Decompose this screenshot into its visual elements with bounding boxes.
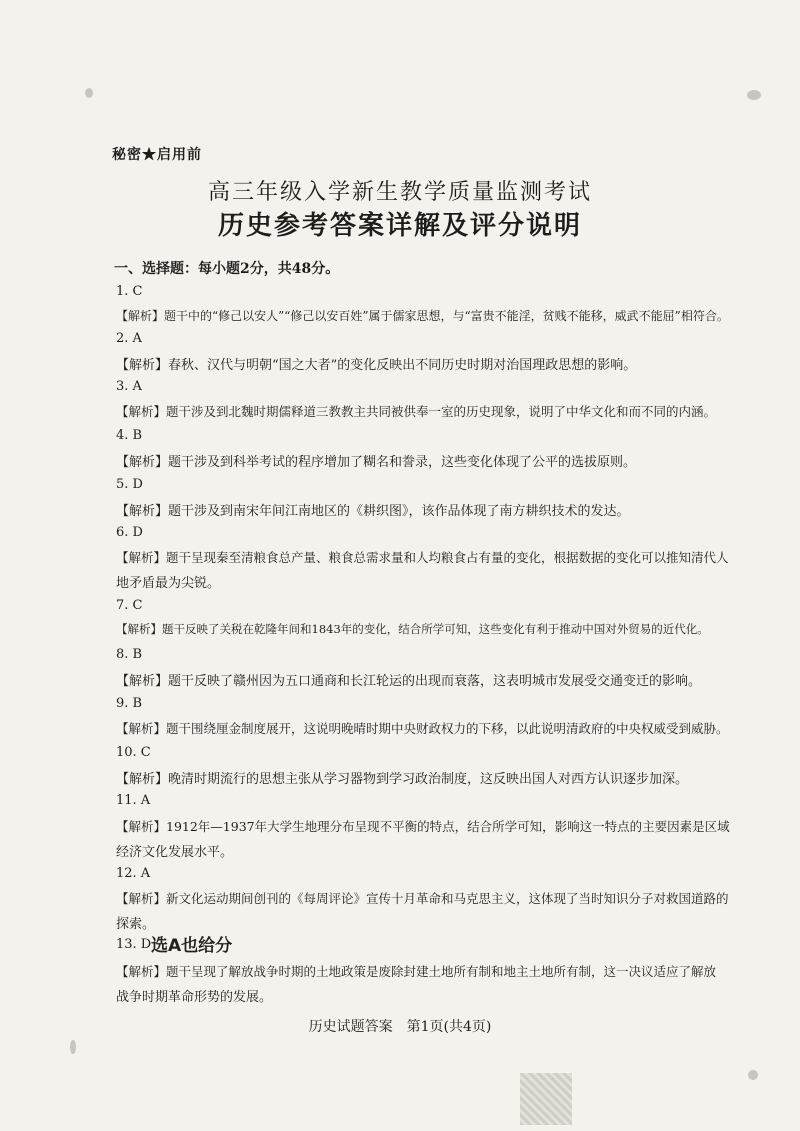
answer-key: 10. C — [116, 745, 151, 760]
answer-explanation-continued: 经济文化发展水平。 — [116, 845, 234, 860]
answer-explanation: 【解析】题干反映了关税在乾隆年间和1843年的变化，结合所学可知，这些变化有利于推动中国对外贸易的近代化。 — [116, 622, 709, 636]
answer-explanation-continued: 地矛盾最为尖锐。 — [116, 576, 221, 591]
answer-explanation: 【解析】题干涉及到科举考试的程序增加了糊名和誊录，这些变化体现了公平的选拔原则。 — [116, 455, 637, 470]
answer-explanation: 【解析】新文化运动期间创刊的《每周评论》宣传十月革命和马克思主义，这体现了当时知识分子对救国道路的 — [116, 891, 729, 906]
answer-key: 4. B — [116, 428, 143, 443]
answer-explanation: 【解析】题干涉及到南宋年间江南地区的《耕织图》，该作品体现了南方耕织技术的发达。 — [116, 504, 630, 519]
answer-explanation-continued: 探索。 — [116, 917, 156, 932]
answer-key: 1. C — [116, 284, 143, 299]
confidential-label: 秘密★启用前 — [112, 147, 202, 163]
exam-title: 高三年级入学新生教学质量监测考试 — [207, 180, 592, 205]
handwritten-note: 选A也给分 — [151, 936, 233, 956]
answer-key: 11. A — [116, 793, 151, 808]
answer-key: 13. D — [116, 937, 152, 952]
answer-explanation: 【解析】1912年—1937年大学生地理分布呈现不平衡的特点，结合所学可知，影响这一特点的主要因素是区域 — [116, 819, 730, 834]
answer-key: 2. A — [116, 331, 142, 346]
answer-explanation: 【解析】题干中的“修己以安人”“修己以安百姓”属于儒家思想，与“富贵不能淫，贫贱不能移，威武不能屈”相符合。 — [116, 309, 729, 323]
section-heading: 一、选择题：每小题2分，共48分。 — [114, 261, 340, 277]
answer-key: 3. A — [116, 379, 142, 394]
answer-explanation-continued: 战争时期革命形势的发展。 — [116, 990, 273, 1005]
answer-key: 9. B — [116, 696, 143, 711]
answer-key: 8. B — [116, 647, 143, 662]
page-footer: 历史试题答案 第1页(共4页) — [308, 1019, 492, 1035]
answer-key: 5. D — [116, 477, 143, 492]
answer-explanation: 【解析】晚清时期流行的思想主张从学习器物到学习政治制度，这反映出国人对西方认识逐步加深。 — [116, 772, 689, 787]
document-subtitle: 历史参考答案详解及评分说明 — [217, 211, 582, 241]
answer-explanation: 【解析】题干反映了赣州因为五口通商和长江轮运的出现而衰落，这表明城市发展受交通变迁的影响。 — [116, 674, 702, 689]
answer-key: 12. A — [116, 866, 151, 881]
answer-key: 7. C — [116, 598, 143, 613]
answer-key: 6. D — [116, 525, 143, 540]
answer-explanation: 【解析】题干涉及到北魏时期儒释道三教教主共同被供奉一室的历史现象，说明了中华文化和而不同的内涵。 — [116, 404, 717, 419]
answer-explanation: 【解析】题干呈现秦至清粮食总产量、粮食总需求量和人均粮食占有量的变化，根据数据的变化可以推知清代人 — [116, 550, 729, 565]
answer-explanation: 【解析】春秋、汉代与明朝“国之大者”的变化反映出不同历史时期对治国理政思想的影响。 — [116, 358, 637, 373]
answer-explanation: 【解析】题干呈现了解放战争时期的土地政策是废除封建土地所有制和地主土地所有制，这一决议适应了解放 — [116, 964, 717, 979]
answer-explanation: 【解析】题干围绕厘金制度展开，这说明晚晴时期中央财政权力的下移，以此说明清政府的中央权威受到威胁。 — [116, 721, 729, 736]
